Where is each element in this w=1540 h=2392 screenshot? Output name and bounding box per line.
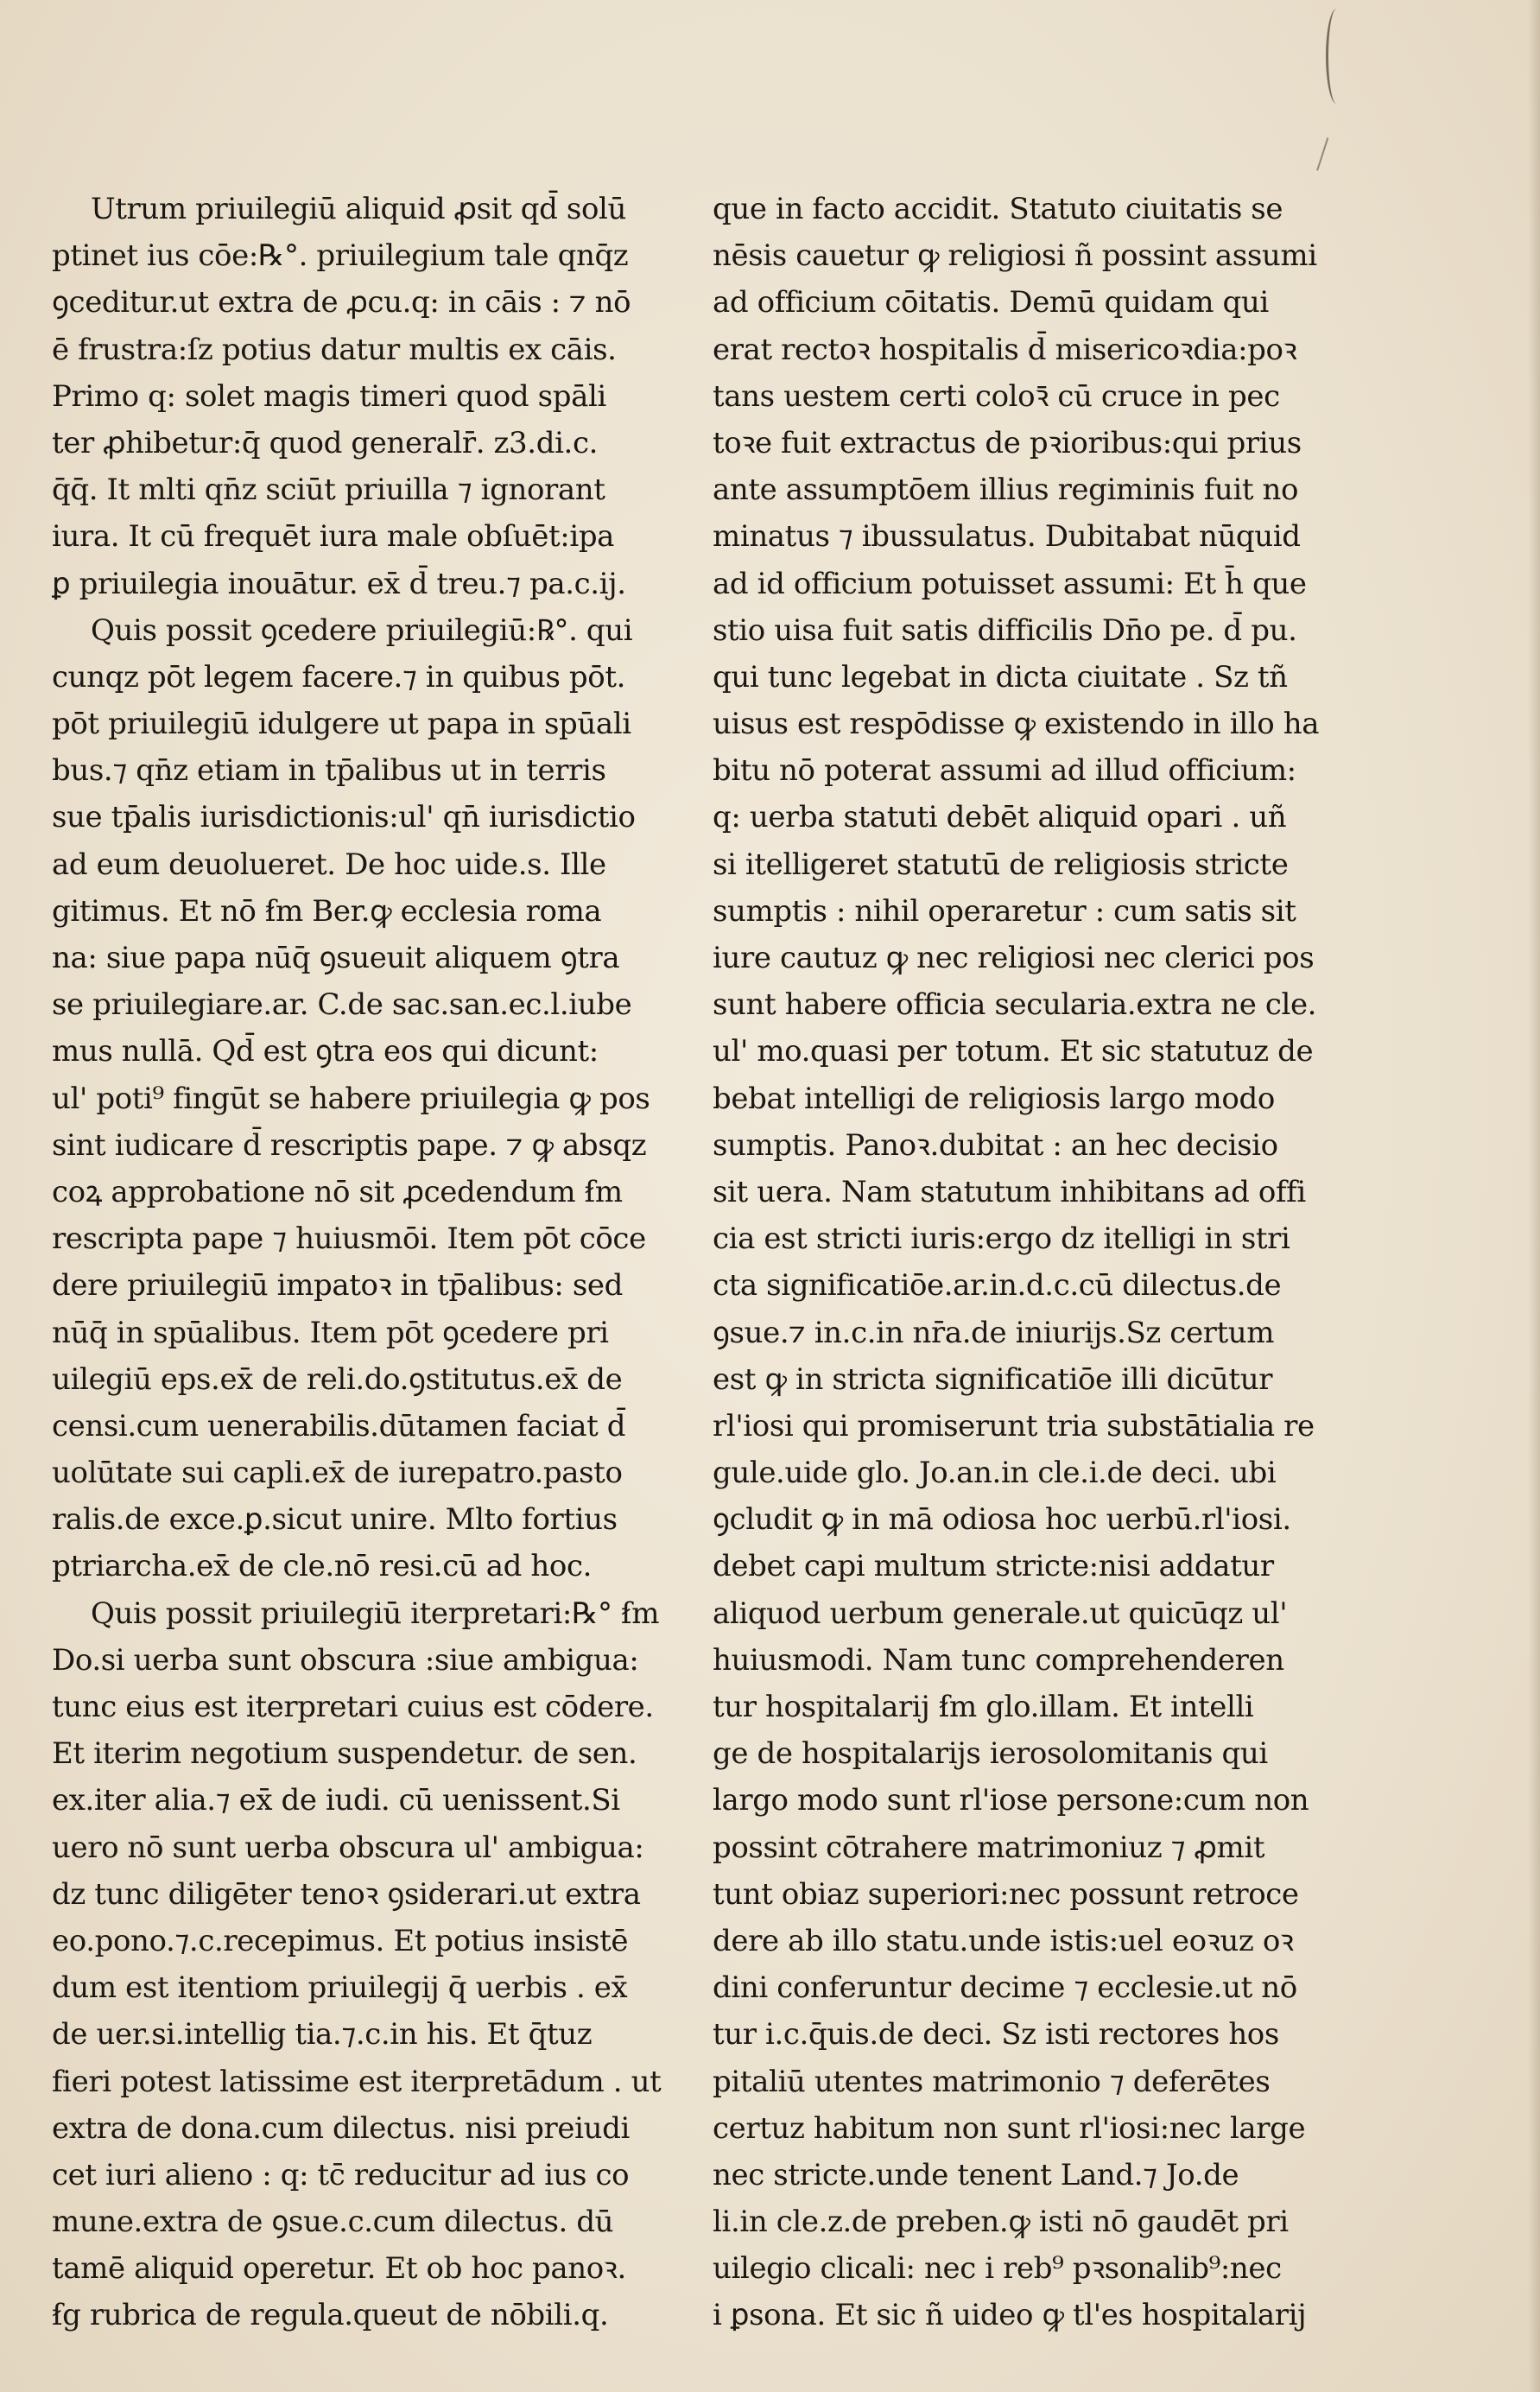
text-line: largo modo sunt rl'iose persone:cum non bbox=[713, 1783, 1309, 1818]
text-line: mune.extra de ꝯsue.c.cum dilectus. dū bbox=[52, 2205, 614, 2240]
text-line: ptinet ius cōe:℞°. priuilegium tale qnq̄z bbox=[52, 238, 629, 274]
text-line: mus nullā. Qd̄ est ꝯtra eos qui dicunt: bbox=[52, 1034, 599, 1069]
text-line: pōt priuilegiū idulgere ut papa in spūali bbox=[52, 707, 631, 742]
text-line: ul' poti⁹ fingūt se habere priuilegia ꝙ pos bbox=[52, 1081, 650, 1116]
text-line: gitimus. Et nō ẜm Ber.ꝙ ecclesia roma bbox=[52, 893, 602, 929]
text-line: stio uisa fuit satis difficilis Dn̄o pe. d̄ pu. bbox=[713, 612, 1297, 648]
text-line: ẜg rubrica de regula.queut de nōbili.q. bbox=[52, 2298, 609, 2333]
text-line: na: siue papa nūq̄ ꝯsueuit aliquem ꝯtra bbox=[52, 941, 620, 975]
text-line: sit uera. Nam statutum inhibitans ad offi bbox=[713, 1174, 1306, 1209]
text-line: Et iterim negotium suspendetur. de sen. bbox=[52, 1736, 637, 1772]
text-line: cta significatiōe.ar.in.d.c.cū dilectus.de bbox=[713, 1268, 1282, 1304]
text-line: bitu nō poterat assumi ad illud officium: bbox=[713, 753, 1296, 789]
text-line: nēsis cauetur ꝙ religiosi ñ possint assumi bbox=[713, 238, 1317, 274]
text-line: minatus ⁊ ibussulatus. Dubitabat nūquid bbox=[713, 519, 1301, 555]
text-line: toꝛe fuit extractus de pꝛioribus:qui prius bbox=[713, 425, 1302, 460]
text-line: q̄q̄. It mlti qn̄z sciūt priuilla ⁊ ignorant bbox=[52, 473, 605, 508]
text-line: ꝑ priuilegia inouātur. ex̄ d̄ treu.⁊ pa.c.ij. bbox=[52, 566, 626, 601]
text-line: dz tunc diligēter tenoꝛ ꝯsiderari.ut extra bbox=[52, 1876, 641, 1912]
text-line: cunqz pōt legem facere.⁊ in quibus pōt. bbox=[52, 659, 626, 695]
text-line: ad id officium potuisset assumi: Et h̄ que bbox=[713, 566, 1307, 601]
text-line: ex.iter alia.⁊ ex̄ de iudi. cū uenissent.Si bbox=[52, 1783, 620, 1818]
text-line: dum est itentiom priuilegij q̄ uerbis . ex̄ bbox=[52, 1970, 628, 2006]
text-line: uolūtate sui capli.ex̄ de iurepatro.pasto bbox=[52, 1456, 623, 1491]
text-line: tunc eius est iterpretari cuius est cōdere. bbox=[52, 1690, 654, 1724]
text-line: ter ꝓhibetur:q̄ quod generalr̄. z3.di.c. bbox=[52, 425, 598, 460]
text-line: rescripta pape ⁊ huiusmōi. Item pōt cōce bbox=[52, 1221, 646, 1257]
text-line: tur i.c.q̄uis.de deci. Sz isti rectores hos bbox=[713, 2017, 1279, 2053]
text-line: Quis possit ꝯcedere priuilegiū:℞°. qui bbox=[91, 612, 633, 648]
text-line: nec stricte.unde tenent Land.⁊ Jo.de bbox=[713, 2157, 1239, 2192]
text-line: erat rectoꝛ hospitalis d̄ misericoꝛdia:poꝛ bbox=[713, 332, 1297, 367]
text-line: ꝯcludit ꝙ in mā odiosa hoc uerbū.rl'iosi. bbox=[713, 1502, 1291, 1538]
text-line: dere ab illo statu.unde istis:uel eoꝛuz oꝛ bbox=[713, 1923, 1294, 1958]
text-line: rl'iosi qui promiserunt tria substātialia re bbox=[713, 1408, 1315, 1443]
text-line: bus.⁊ qn̄z etiam in tp̄alibus ut in terris bbox=[52, 753, 606, 789]
text-line: tunt obiaz superiori:nec possunt retroce bbox=[713, 1876, 1299, 1912]
text-line: de uer.si.intellig tia.⁊.c.in his. Et q̄tuz bbox=[52, 2017, 593, 2053]
text-line: ad officium cōitatis. Demū quidam qui bbox=[713, 285, 1269, 320]
text-line: censi.cum uenerabilis.dūtamen faciat d̄ bbox=[52, 1408, 626, 1443]
text-line: debet capi multum stricte:nisi addatur bbox=[713, 1549, 1274, 1584]
text-line: dere priuilegiū impatoꝛ in tp̄alibus: sed bbox=[52, 1268, 624, 1304]
text-line: que in facto accidit. Statuto ciuitatis se bbox=[713, 192, 1283, 226]
page-curl-mark bbox=[1326, 9, 1347, 104]
text-line: sumptis. Panoꝛ.dubitat : an hec decisio bbox=[713, 1127, 1278, 1163]
text-line: ge de hospitalarijs ierosolomitanis qui bbox=[713, 1736, 1268, 1772]
text-line: ul' mo.quasi per totum. Et sic statutuz de bbox=[713, 1034, 1314, 1069]
text-line: dini conferuntur decime ⁊ ecclesie.ut nō bbox=[713, 1970, 1297, 2006]
text-line: uisus est respōdisse ꝙ existendo in illo ha bbox=[713, 707, 1320, 742]
text-line: est ꝙ in stricta significatiōe illi dicūtur bbox=[713, 1361, 1273, 1397]
text-line: eo.pono.⁊.c.recepimus. Et potius insistē bbox=[52, 1923, 629, 1958]
text-line: sint iudicare d̄ rescriptis pape. ⁊ ꝙ absqz bbox=[52, 1127, 647, 1163]
text-line: Do.si uerba sunt obscura :siue ambigua: bbox=[52, 1642, 639, 1678]
text-line: pitaliū utentes matrimonio ⁊ deferētes bbox=[713, 2064, 1271, 2099]
text-line: uero nō sunt uerba obscura ul' ambigua: bbox=[52, 1830, 644, 1865]
text-line: ralis.de exce.ꝑ.sicut unire. Mlto fortius bbox=[52, 1502, 618, 1538]
text-line: sunt habere officia secularia.extra ne cle. bbox=[713, 987, 1317, 1023]
text-line: ē frustra:ſz potius datur multis ex cāis. bbox=[52, 332, 617, 367]
text-line: q: uerba statuti debēt aliquid opari . uñ bbox=[713, 800, 1287, 835]
left-text-column bbox=[52, 186, 708, 2339]
text-line: sue tp̄alis iurisdictionis:ul' qn̄ iurisdictio bbox=[52, 800, 636, 835]
text-line: extra de dona.cum dilectus. nisi preiudi bbox=[52, 2110, 630, 2146]
text-line: coꝝ approbatione nō sit ꝓcedendum ẜm bbox=[52, 1174, 623, 1209]
text-line: ꝯceditur.ut extra de ꝓcu.q: in cāis : ⁊ nō bbox=[52, 285, 631, 320]
margin-ink-mark bbox=[1316, 137, 1337, 174]
text-line: certuz habitum non sunt rl'iosi:nec large bbox=[713, 2110, 1306, 2146]
text-line: qui tunc legebat in dicta ciuitate . Sz tñ bbox=[713, 659, 1288, 695]
text-line: cet iuri alieno : q: tc̄ reducitur ad ius co bbox=[52, 2157, 630, 2192]
text-line: ad eum deuolueret. De hoc uide.s. Ille bbox=[52, 847, 606, 882]
text-line: possint cōtrahere matrimoniuz ⁊ ꝓmit bbox=[713, 1830, 1265, 1865]
text-line: uilegio clicali: nec i reb⁹ pꝛsonalib⁹:nec bbox=[713, 2251, 1282, 2287]
text-line: iura. It cū frequēt iura male obſuēt:ipa bbox=[52, 519, 615, 555]
text-line: li.in cle.z.de preben.ꝙ isti nō gaudēt pri bbox=[713, 2205, 1289, 2240]
text-line: tamē aliquid operetur. Et ob hoc panoꝛ. bbox=[52, 2251, 626, 2287]
text-line: si itelligeret statutū de religiosis stricte bbox=[713, 847, 1289, 882]
text-line: bebat intelligi de religiosis largo modo bbox=[713, 1081, 1275, 1116]
text-line: se priuilegiare.ar. C.de sac.san.ec.l.iube bbox=[52, 987, 632, 1023]
text-line: gule.uide glo. Jo.an.in cle.i.de deci. ubi bbox=[713, 1456, 1277, 1491]
text-line: nūq̄ in spūalibus. Item pōt ꝯcedere pri bbox=[52, 1315, 609, 1350]
text-line: Primo q: solet magis timeri quod spāli bbox=[52, 378, 606, 414]
text-line: iure cautuz ꝙ nec religiosi nec clerici pos bbox=[713, 941, 1315, 975]
text-line: ptriarcha.ex̄ de cle.nō resi.cū ad hoc. bbox=[52, 1549, 593, 1584]
text-line: fieri potest latissime est iterpretādum . ut bbox=[52, 2064, 662, 2099]
text-line: ꝯsue.⁊ in.c.in nr̄a.de iniurijs.Sz certum bbox=[713, 1315, 1275, 1350]
page-edge-shadow bbox=[1528, 0, 1540, 2392]
text-line: cia est stricti iuris:ergo dz itelligi in stri bbox=[713, 1221, 1290, 1257]
text-line: tans uestem certi coloꝛ̄ cū cruce in pec bbox=[713, 378, 1280, 414]
text-line: huiusmodi. Nam tunc comprehenderen bbox=[713, 1642, 1284, 1678]
text-line: aliquod uerbum generale.ut quicūqz ul' bbox=[713, 1596, 1288, 1631]
right-text-column bbox=[713, 186, 1378, 2339]
text-line: i ꝑsona. Et sic ñ uideo ꝙ tl'es hospitalarij bbox=[713, 2298, 1307, 2333]
text-line: sumptis : nihil operaretur : cum satis sit bbox=[713, 893, 1296, 929]
text-line: Utrum priuilegiū aliquid ꝓsit qd̄ solū bbox=[91, 192, 626, 226]
text-line: uilegiū eps.ex̄ de reli.do.ꝯstitutus.ex̄ de bbox=[52, 1361, 623, 1397]
text-line: Quis possit priuilegiū iterpretari:℞° ẜm bbox=[91, 1596, 660, 1631]
text-line: tur hospitalarij ẜm glo.illam. Et intelli bbox=[713, 1690, 1254, 1724]
text-line: ante assumptōem illius regiminis fuit no bbox=[713, 473, 1299, 508]
